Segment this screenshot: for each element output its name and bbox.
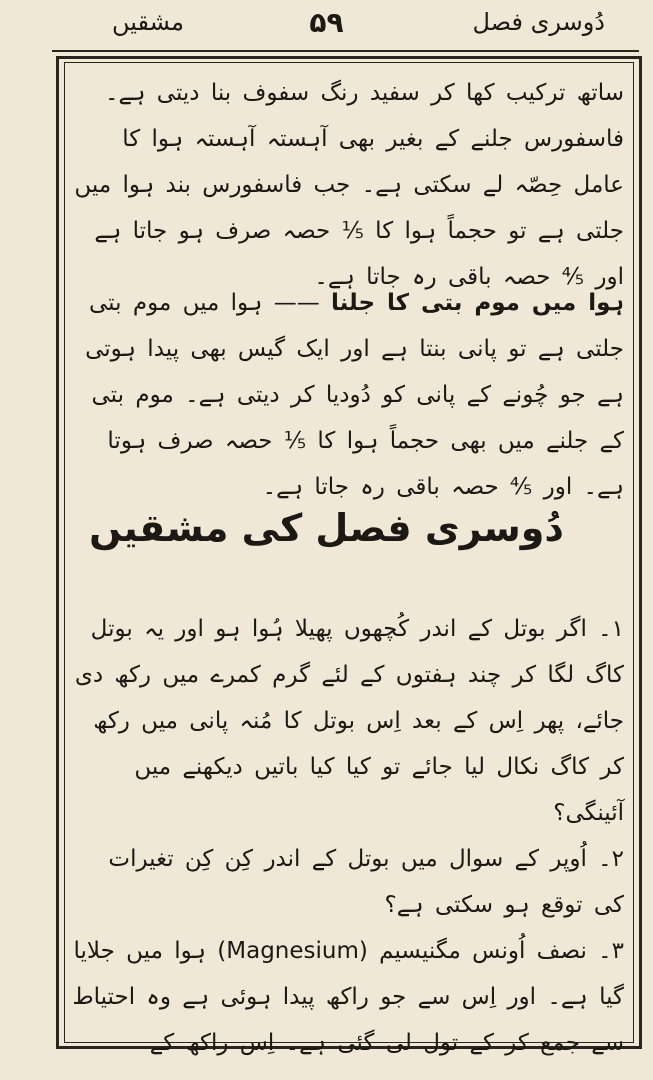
paragraph-candle xyxy=(72,280,624,510)
title-dash: —— xyxy=(262,290,320,316)
paragraph-text: ساتھ ترکیب کھا کر سفید رنگ سفوف بنا دیتی ہے۔ فاسفورس جلنے کے بغیر بھی آہستہ آہستہ ہوا کا عامل حِصّہ لے سکتی ہے۔ جب فاسفورس بند ہوا میں جلتی ہے تو حجماً ہوا کا ⅕ حصہ صرف ہو جاتا ہے اور ⅘ حصہ باقی رہ جاتا ہے۔ xyxy=(74,80,624,290)
header-rule xyxy=(52,50,639,52)
exercises-heading: دُوسری فصل کی مشقیں xyxy=(89,506,564,550)
running-header-right: دُوسری فصل xyxy=(472,8,605,36)
running-header-left: مشقیں xyxy=(112,8,184,36)
subsection-title: ہوا میں موم بتی کا جلنا xyxy=(331,290,624,316)
paragraph-text: ہوا میں موم بتی جلتی ہے تو پانی بنتا ہے اور ایک گیس بھی پیدا ہوتی ہے جو چُونے کے پانی کو دُودیا کر دیتی ہے۔ موم بتی کے جلنے میں بھی حجماً ہوا کا ⅕ حصہ صرف ہوتا ہے۔ اور ⅘ حصہ باقی رہ جاتا ہے۔ xyxy=(85,290,624,500)
exercises-list xyxy=(72,606,624,1066)
exercise-3: ۳۔ نصف اُونس مگنیسیم (Magnesium) ہوا میں جلایا گیا ہے۔ اور اِس سے جو راکھ پیدا ہوئی ہے وہ احتیاط سے جمع کر کے تول لی گئی ہے۔ اِس راکھ کے xyxy=(72,938,624,1056)
page-number: ۵۹ xyxy=(309,6,344,39)
exercise-2: ۲۔ اُوپر کے سوال میں بوتل کے اندر کِن کِن تغیرات کی توقع ہو سکتی ہے؟ xyxy=(108,846,624,918)
exercise-1: ۱۔ اگر بوتل کے اندر کُچھوں پھیلا ہُوا ہو اور یہ بوتل کاگ لگا کر چند ہفتوں کے لئے گرم کمرے میں رکھ دی جائے، پھر اِس کے بعد اِس بوتل کا مُنہ پانی میں رکھ کر کاگ نکال لیا جائے تو کیا کیا باتیں دیکھنے میں آئینگی؟ xyxy=(74,616,624,826)
paragraph-phosphorus xyxy=(72,70,624,300)
